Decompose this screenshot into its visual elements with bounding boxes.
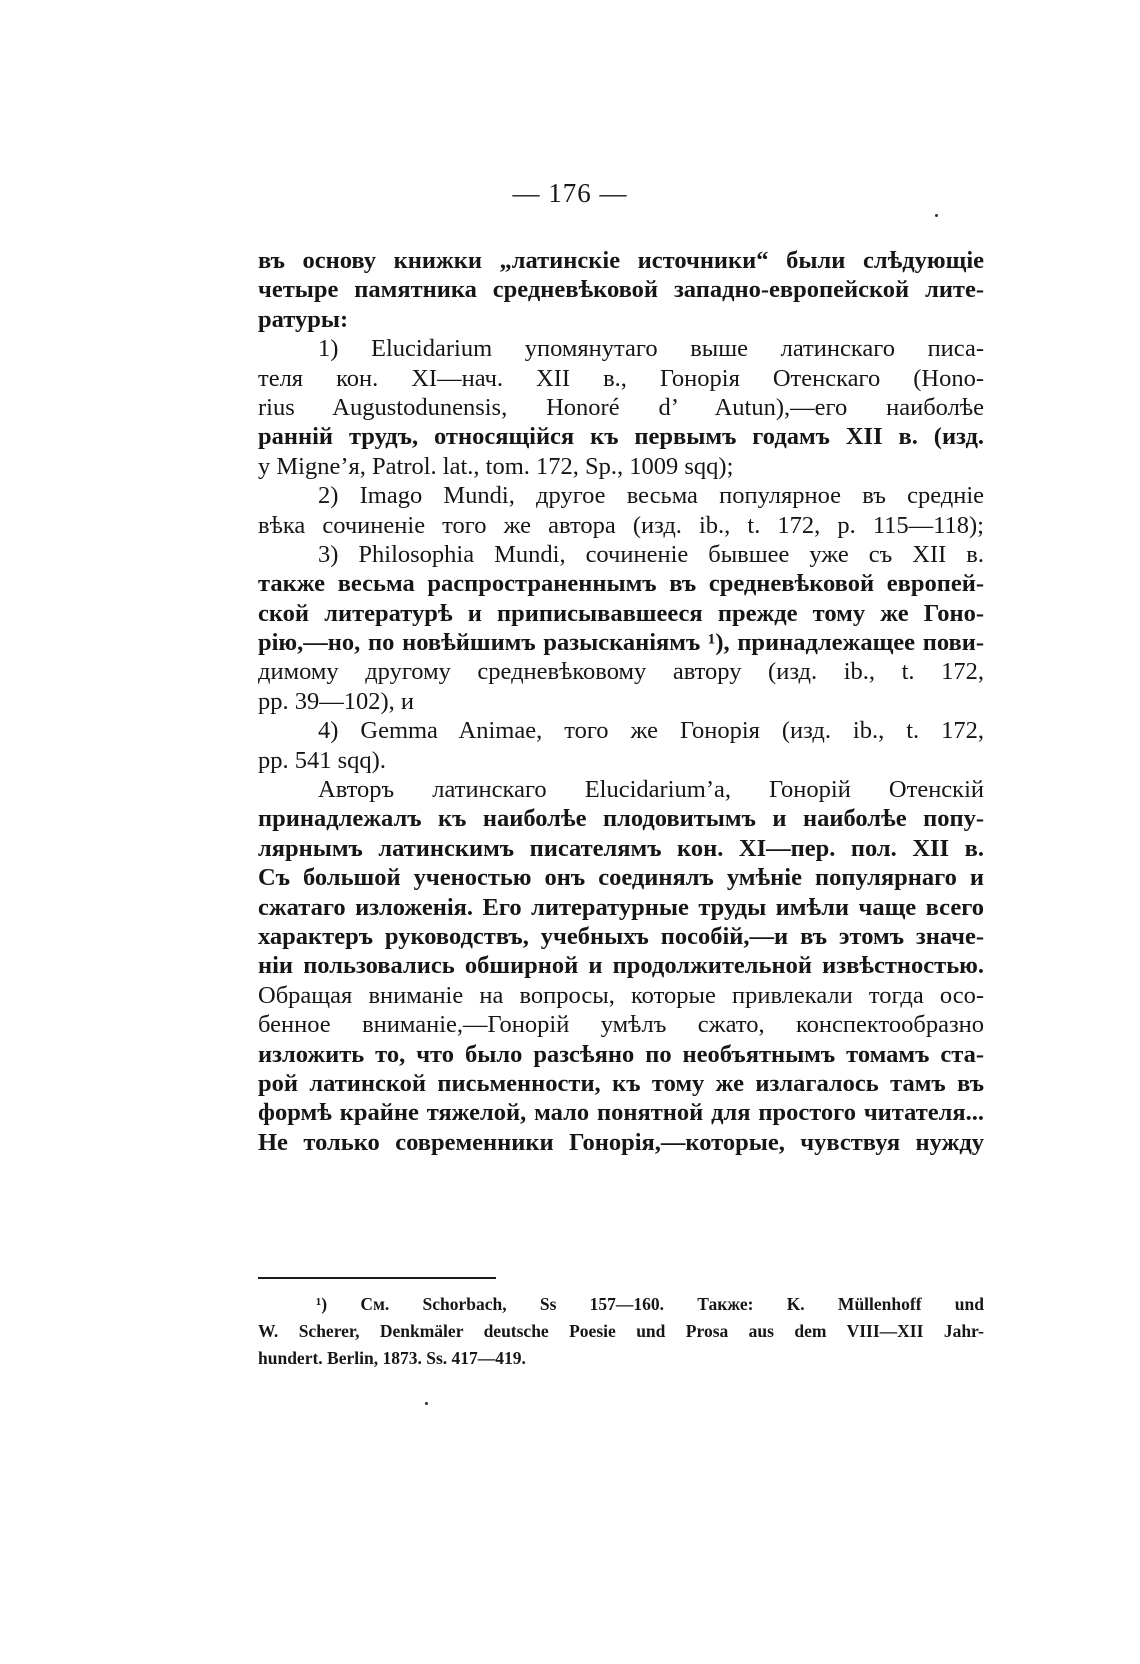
footnote-line: ¹) См. Schorbach, Ss 157—160. Также: K. Müllenhoff und (316, 1294, 984, 1314)
text-line: характеръ руководствъ, учебныхъ пособій,—и въ этомъ значе- (258, 922, 984, 950)
text-line: изложить то, что было разсѣяно по необъятнымъ томамъ ста- (258, 1040, 984, 1068)
text-line: также весьма распространеннымъ въ средневѣковой европей- (258, 570, 984, 598)
text-line: лярнымъ латинскимъ писателямъ кон. XI—пер. пол. XII в. (258, 834, 984, 862)
text-line: ратуры: (258, 305, 349, 333)
text-line: рой латинской письменности, къ тому же излагалось тамъ въ (258, 1069, 984, 1097)
text-line: рію,—но, по новѣйшимъ разысканіямъ ¹), принадлежащее пови- (258, 629, 984, 657)
text-line: формѣ крайне тяжелой, мало понятной для простого читателя... (258, 1099, 984, 1127)
text-line: бенное вниманіе,—Гонорій умѣлъ сжато, конспектообразно (258, 1011, 984, 1039)
text-line: ніи пользовались обширной и продолжительной извѣстностью. (258, 952, 984, 980)
speck (425, 1402, 428, 1405)
footnote-separator (258, 1277, 496, 1279)
text-line: ской литературѣ и приписывавшееся прежде тому же Гоно- (258, 599, 984, 627)
footnote-line: hundert. Berlin, 1873. Ss. 417—419. (258, 1348, 526, 1368)
text-line: 4) Gemma Animae, того же Гонорія (изд. ib., t. 172, (318, 717, 984, 745)
footnote-line: W. Scherer, Denkmäler deutsche Poesie und Prosa aus dem VIII—XII Jahr- (258, 1321, 984, 1341)
text-line: pp. 541 sqq). (258, 746, 386, 774)
text-line: 1) Elucidarium упомянутаго выше латинскаго писа- (318, 335, 984, 363)
text-line: ранній трудъ, относящійся къ первымъ годамъ XII в. (изд. (258, 423, 984, 451)
text-line: Авторъ латинскаго Elucidarium’а, Гонорій Отенскій (318, 776, 984, 804)
main-text (258, 246, 984, 1157)
text-line: вѣка сочиненіе того же автора (изд. ib., t. 172, p. 115—118); (258, 511, 984, 539)
text-line: Съ большой ученостью онъ соединялъ умѣніе популярнаго и (258, 864, 984, 892)
text-line: принадлежалъ къ наиболѣе плодовитымъ и наиболѣе попу- (258, 805, 984, 833)
text-line: димому другому средневѣковому автору (изд. ib., t. 172, (258, 658, 984, 686)
footnotes (258, 1291, 984, 1372)
text-line: четыре памятника средневѣковой западно-европейской лите- (258, 276, 984, 304)
text-line: сжатаго изложенія. Его литературные труды имѣли чаще всего (258, 893, 984, 921)
text-line: rius Augustodunensis, Honoré d’ Autun),—его наиболѣе (258, 393, 984, 421)
text-line: 3) Philosophia Mundi, сочиненіе бывшее уже съ XII в. (318, 540, 984, 568)
text-line: у Migne’я, Patrol. lat., tom. 172, Sp., 1009 sqq); (258, 452, 734, 480)
page-number: — 176 — (512, 178, 628, 208)
text-line: pp. 39—102), и (258, 687, 415, 715)
text-line: Не только современники Гонорія,—которые, чувствуя нужду (258, 1128, 984, 1156)
speck (935, 214, 938, 217)
text-line: 2) Imago Mundi, другое весьма популярное въ средніе (318, 482, 984, 510)
text-line: теля кон. XI—нач. XII в., Гонорія Отенскаго (Hono- (258, 364, 984, 392)
text-line: Обращая вниманіе на вопросы, которые привлекали тогда осо- (258, 981, 984, 1009)
text-line: въ основу книжки „латинскіе источники“ были слѣдующіе (258, 247, 984, 274)
